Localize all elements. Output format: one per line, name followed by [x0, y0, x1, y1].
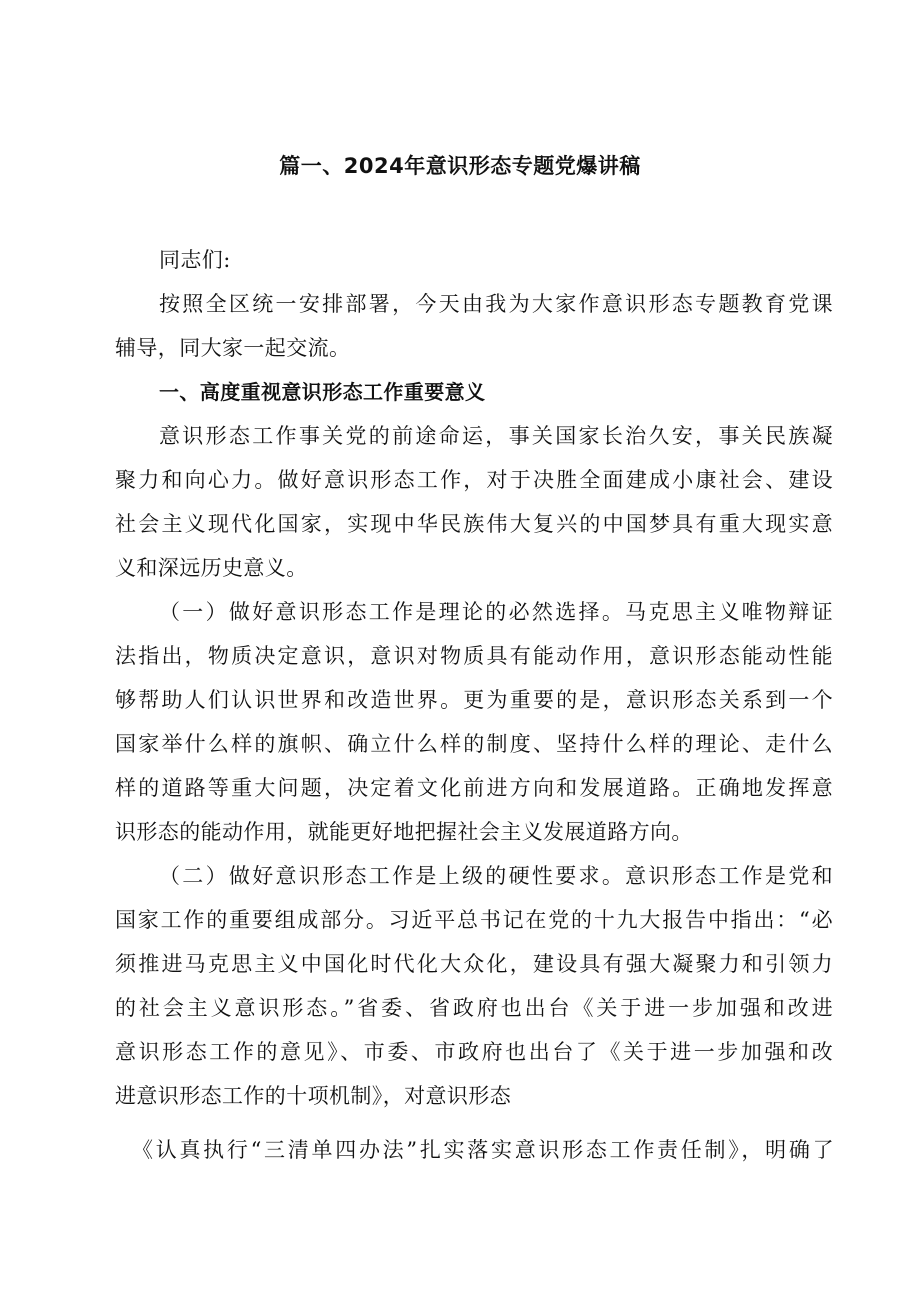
text-line: 样的道路等重大问题，决定着文化前进方向和发展道路。正确地发挥意	[115, 776, 833, 800]
text-line: 国家工作的重要组成部分。习近平总书记在党的十九大报告中指出：“必	[115, 908, 833, 932]
text-line: 聚力和向心力。做好意识形态工作，对于决胜全面建成小康社会、建设	[115, 468, 833, 492]
section-heading: 一、高度重视意识形态工作重要意义	[159, 380, 486, 404]
text-line: 够帮助人们认识世界和改造世界。更为重要的是，意识形态关系到一个	[115, 688, 833, 712]
paragraph-lines	[115, 282, 833, 1118]
text-line: 国家举什么样的旗帜、确立什么样的制度、坚持什么样的理论、走什么	[115, 732, 833, 756]
text-line: （一）做好意识形态工作是理论的必然选择。马克思主义唯物辩证	[159, 600, 833, 624]
text-line: 意识形态工作事关党的前途命运，事关国家长治久安，事关民族凝	[159, 424, 833, 448]
text-line: 意识形态工作的意见》、市委、市政府也出台了《关于进一步加强和改	[115, 1040, 833, 1064]
text-line: 辅导，同大家一起交流。	[115, 336, 351, 360]
greeting: 同志们:	[159, 248, 231, 272]
continuation-line	[132, 1128, 834, 1172]
text-line: 按照全区统一安排部署，今天由我为大家作意识形态专题教育党课	[159, 292, 833, 316]
text-line: 进意识形态工作的十项机制》，对意识形态	[115, 1084, 512, 1108]
text-line: 识形态的能动作用，就能更好地把握社会主义发展道路方向。	[115, 820, 693, 844]
text-line: 法指出，物质决定意识，意识对物质具有能动作用，意识形态能动性能	[115, 644, 833, 668]
text-line: 的社会主义意识形态。”省委、省政府也出台《关于进一步加强和改进	[115, 996, 833, 1020]
text-line: 社会主义现代化国家，实现中华民族伟大复兴的中国梦具有重大现实意	[115, 512, 833, 536]
text-line: 《认真执行“三清单四办法”扎实落实意识形态工作责任制》，明确了	[132, 1138, 834, 1162]
text-line: 义和深远历史意义。	[115, 556, 308, 580]
text-line: 须推进马克思主义中国化时代化大众化，建设具有强大凝聚力和引领力	[115, 952, 833, 976]
document-body	[115, 238, 833, 1118]
text-line: （二）做好意识形态工作是上级的硬性要求。意识形态工作是党和	[159, 864, 833, 888]
document-title: 篇一、2024年意识形态专题党爆讲稿	[279, 154, 641, 178]
